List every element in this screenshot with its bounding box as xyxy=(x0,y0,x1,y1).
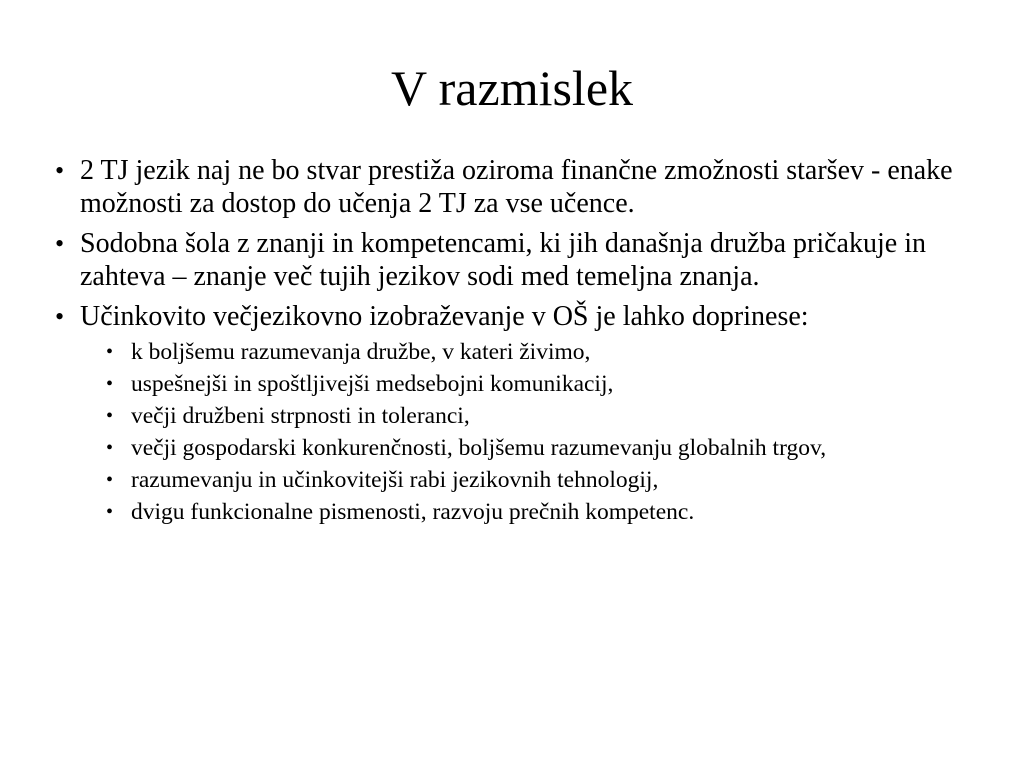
bullet-item xyxy=(55,227,955,293)
sub-bullet-item: • dvigu funkcionalne pismenosti, razvoju prečnih kompetenc. xyxy=(106,499,966,525)
bullet-item xyxy=(55,300,955,525)
sub-bullet-item: • večji gospodarski konkurenčnosti, boljšemu razumevanju globalnih trgov, xyxy=(106,435,966,461)
bullet-list xyxy=(55,154,955,532)
slide-title: V razmislek xyxy=(390,60,634,116)
bullet-text: Sodobna šola z znanji in kompetencami, ki jih današnja družba pričakuje in zahteva – znanje več tujih jezikov sodi med temeljna znanja. xyxy=(80,228,926,292)
sub-bullet-list xyxy=(80,339,966,525)
sub-bullet-item: • razumevanju in učinkovitejši rabi jezikovnih tehnologij, xyxy=(106,467,966,493)
sub-bullet-item: • k boljšemu razumevanja družbe, v kateri živimo, xyxy=(106,339,966,365)
bullet-text: Učinkovito večjezikovno izobraževanje v OŠ je lahko doprinese: xyxy=(80,301,809,332)
bullet-text: 2 TJ jezik naj ne bo stvar prestiža oziroma finančne zmožnosti staršev - enake možnosti za dostop do učenja 2 TJ za vse učence. xyxy=(80,155,953,219)
sub-bullet-item: • večji družbeni strpnosti in toleranci, xyxy=(106,403,966,429)
sub-bullet-item: • uspešnejši in spoštljivejši medsebojni komunikacij, xyxy=(106,371,966,397)
bullet-item xyxy=(55,154,955,220)
